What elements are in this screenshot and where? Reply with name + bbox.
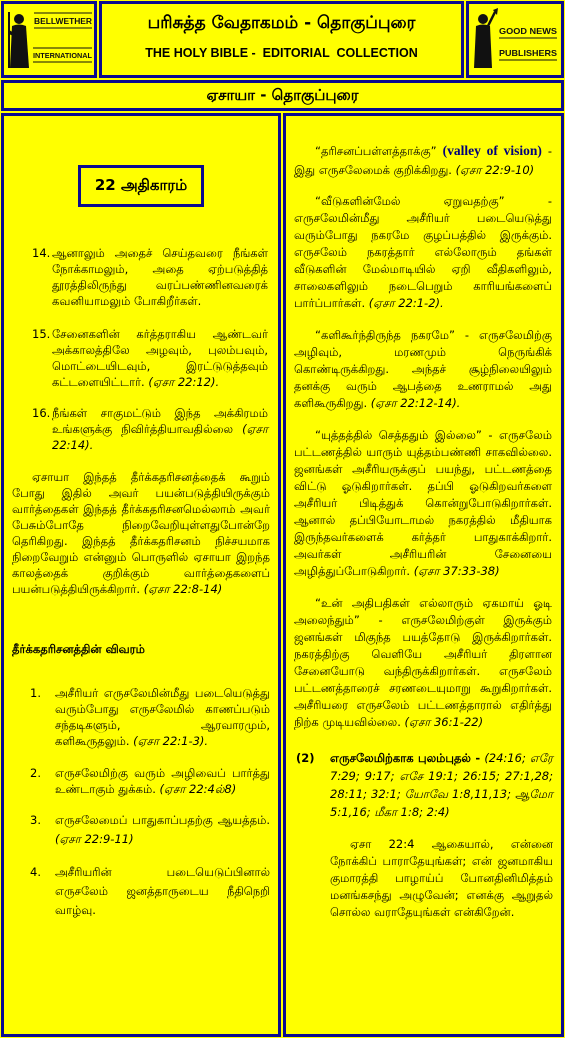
verse-item xyxy=(32,326,278,390)
scripture-reference: (ஏசா 36:1-22) xyxy=(404,715,484,729)
scripture-reference: (ஏசா 22:1-2). xyxy=(368,296,444,310)
verse-body xyxy=(52,405,268,453)
verse-number: 14. xyxy=(32,246,51,260)
section-heading: தீர்க்கதரிசனத்தின் விவரம் xyxy=(12,642,145,656)
verse-item xyxy=(32,405,278,453)
list-item xyxy=(30,765,278,797)
paragraph-text: - எருசலேமின்மீது அசீரியர் படையெடுத்து வரும்போது நகரமே குழப்பத்தில் இருக்கும். எருசலேம் நகரத்தார் எல்லோரும் தங்கள் வீடுகளின் மேல்மாடியில் ஏறி வீதிகளிலும், சாலைகளிலும் நடைபெறும் காரியங்களைப் பார்ப்பார்கள். xyxy=(294,194,552,310)
scripture-reference: (ஏசா 22:4ல்8) xyxy=(159,782,237,796)
commentary-paragraph xyxy=(294,141,552,180)
scripture-reference: (ஏசா 22:9-10) xyxy=(455,163,535,177)
paragraph-text: - எருசலேம் பட்டணத்தில் யாரும் யுத்தம்பண்ணி சாகவில்லை. ஜனங்கள் அசீரியருக்குப் பயந்து, பட்டணத்தை விட்டு ஓடுகிறார்கள். தப்பி ஓடுகிறவர்களை அசீரியர் பிடித்துக் கொன்றுபோடுகிறார்கள். ஆனால் தப்பியோடாமல் நகரத்தில் மீதியாக இருந்தவர்களைக் கர்த்தர் பாதுகாக்கிறார். அவர்கள் அசீரியரின் சேனையை அழித்துப்போடுகிறார். xyxy=(294,428,552,578)
list-number: 2. xyxy=(30,766,41,780)
cross-references: (24:16; எரே 7:29; 9:17; எசே 19:1; 26:15; 27:1,28; 28:11; 32:1; யோவே 1:8,11,13; ஆமோ 5:1,16; மீகா 1:8; 2:4) xyxy=(330,751,553,819)
list-item xyxy=(30,685,278,749)
page-title-tamil: பரிசுத்த வேதாகமம் - தொகுப்புரை xyxy=(147,13,416,33)
book-title: ஏசாயா - தொகுப்புரை xyxy=(206,86,359,104)
scripture-quote xyxy=(330,836,553,921)
herald-figure-icon xyxy=(474,8,498,68)
list-text: அசீரியரின் படையெடுப்பினால் எருசலேம் ஜனத்தாருடைய நீதிநெறி வாழ்வு. xyxy=(55,865,270,917)
left-column xyxy=(1,113,281,1037)
commentary-paragraph xyxy=(294,327,552,412)
bellwether-logo xyxy=(1,1,97,78)
quoted-phrase: “வீடுகளின்மேல் ஏறுவதற்கு” xyxy=(315,194,505,208)
quoted-phrase: “களிகூர்ந்திருந்த நகரமே” xyxy=(315,328,455,342)
shepherd-figure-icon xyxy=(9,12,29,68)
list-item xyxy=(30,863,278,920)
list-number: 3. xyxy=(30,813,41,827)
chapter-heading-box xyxy=(78,165,204,207)
list-body xyxy=(55,765,270,797)
verse-number: 16. xyxy=(32,406,51,420)
header-title-box xyxy=(99,1,464,78)
scripture-reference: (ஏசா 22:14). xyxy=(52,422,268,452)
commentary-paragraph xyxy=(294,427,552,580)
verse-number: 15. xyxy=(32,327,51,341)
list-body xyxy=(55,685,270,749)
quote-verse-ref: ஏசா 22:4 xyxy=(350,837,415,851)
paragraph-text: - எருசலேமிற்கு அழிவும், மரணமும் நெருங்கிக் கொண்டிருக்கிறது. அந்தச் சூழ்நிலையிலும் தனக்கு வரும் ஆபத்தை உணராமல் அது களிகூருகிறது. xyxy=(294,328,552,410)
bellwether-logo-graphic xyxy=(4,4,94,75)
logo-text-line1: GOOD NEWS xyxy=(499,26,558,36)
list-body xyxy=(55,863,270,920)
verse-text: ஆனாலும் அதைச் செய்தவரை நீங்கள் நோக்காமலும், அதை ஏற்படுத்தித் தூரத்திலிருந்து வரப்பண்ணினவரைக் கவனியாமலும் போகிறீர்கள். xyxy=(52,246,268,308)
lament-section xyxy=(296,749,561,821)
verse-body xyxy=(52,326,268,390)
good-news-logo xyxy=(466,1,564,78)
good-news-logo-graphic xyxy=(469,4,561,75)
scripture-reference: (ஏசா 22:12-14). xyxy=(370,396,461,410)
page-title-english: THE HOLY BIBLE - EDITORIAL COLLECTION xyxy=(145,46,418,60)
book-title-bar xyxy=(1,80,564,111)
list-text: எருசலேமிற்கு வரும் அழிவைப் பார்த்து உண்டாகும் துக்கம். xyxy=(55,766,270,796)
list-number: 4. xyxy=(30,865,41,879)
verse-item xyxy=(32,245,278,309)
right-column xyxy=(283,113,564,1037)
quoted-phrase: “தரிசனப்பள்ளத்தாக்கு” xyxy=(315,144,437,158)
list-body xyxy=(55,811,270,849)
quoted-phrase: “யுத்தத்தில் செத்ததும் இல்லை” xyxy=(315,428,482,442)
scripture-reference: (ஏசா 37:33-38) xyxy=(413,564,500,578)
logo-text-line2: INTERNATIONAL xyxy=(33,51,93,60)
logo-text-line1: BELLWETHER xyxy=(34,17,93,26)
scripture-reference: (ஏசா 22:9-11) xyxy=(55,832,134,846)
scripture-reference: (ஏசா 22:12). xyxy=(148,375,220,389)
commentary-paragraph xyxy=(294,595,552,731)
verse-text: சேனைகளின் கர்த்தராகிய ஆண்டவர் அக்காலத்திலே அழவும், புலம்பவும், மொட்டையிடவும், இரட்டுடுத்தவும் கட்டளையிட்டார். xyxy=(52,327,268,389)
list-text: அசீரியர் எருசலேமின்மீது படையெடுத்து வரும்போது எருசலேமில் காணப்படும் சந்தடிகளும், ஆரவாரமும், களிகூருதலும். xyxy=(55,686,270,748)
english-gloss: (valley of vision) xyxy=(442,143,542,158)
paragraph-text: - எருசலேமிற்குள் இருக்கும் ஜனங்கள் மிகுந்த பயத்தோடு இருக்கிறார்கள். நகரத்திற்கு வெளியே அசீரியர் திரளான சேனையோடு வந்திருக்கிறார்கள். எருசலேம் பட்டணத்தாரைச் சரணடையுமாறு கூறுகிறார்கள். அசீரியரை எருசலேம் பட்டணத்தாரால் எதிர்த்து நிற்க முடியவில்லை. xyxy=(294,613,553,729)
section-body xyxy=(330,749,553,821)
commentary-paragraph xyxy=(294,193,552,312)
section-number: (2) xyxy=(296,751,315,765)
commentary-paragraph xyxy=(12,469,270,597)
quote-text: ஆகையால், என்னை நோக்கிப் பாராதேயுங்கள்; என் ஜனமாகிய குமாரத்தி பாழாய்ப் போனதினிமித்தம் மனங்கசந்து அழுவேன்; எனக்கு ஆறுதல் சொல்ல வராதேயுங்கள் என்கிறேன். xyxy=(330,837,554,919)
verse-text: நீங்கள் சாகுமட்டும் இந்த அக்கிரமம் உங்களுக்கு நிவிர்த்தியாவதில்லை xyxy=(52,406,268,436)
scripture-reference: (ஏசா 22:8-14) xyxy=(143,582,223,596)
logo-text-line2: PUBLISHERS xyxy=(499,48,558,58)
section-title: எருசலேமிற்காக புலம்புதல் - xyxy=(330,751,481,765)
quoted-phrase: “உன் அதிபதிகள் எல்லாரும் ஏகமாய் ஓடி அலைந்தும்” xyxy=(294,596,552,627)
list-number: 1. xyxy=(30,686,41,700)
paragraph-text: ஏசாயா இந்தத் தீர்க்கதரிசனத்தைக் கூறும் போது இதில் அவர் பயன்படுத்தியிருக்கும் வார்த்தைகள் இந்தத் தீர்க்கதரிசனமெல்லாம் அவர் பேசும்போதே நிறைவேறியுள்ளதுபோன்றே தெரிகிறது. இந்தத் தீர்க்கதரிசனம் நிச்சயமாக நிறைவேறும் என்னும் பொருளில் ஏசாயா இறந்த காலத்தைக் குறிக்கும் வார்த்தைகளைப் பயன்படுத்தியிருக்கிறார். xyxy=(12,470,270,596)
list-item xyxy=(30,811,278,849)
paragraph-text: - இது எருசலேமைக் குறிக்கிறது. xyxy=(294,144,553,177)
list-text: எருசலேமைப் பாதுகாப்பதற்கு ஆயத்தம். xyxy=(55,813,270,827)
scripture-reference: (ஏசா 22:1-3). xyxy=(133,734,209,748)
chapter-label: 22 அதிகாரம் xyxy=(94,176,188,194)
verse-body xyxy=(52,245,268,309)
